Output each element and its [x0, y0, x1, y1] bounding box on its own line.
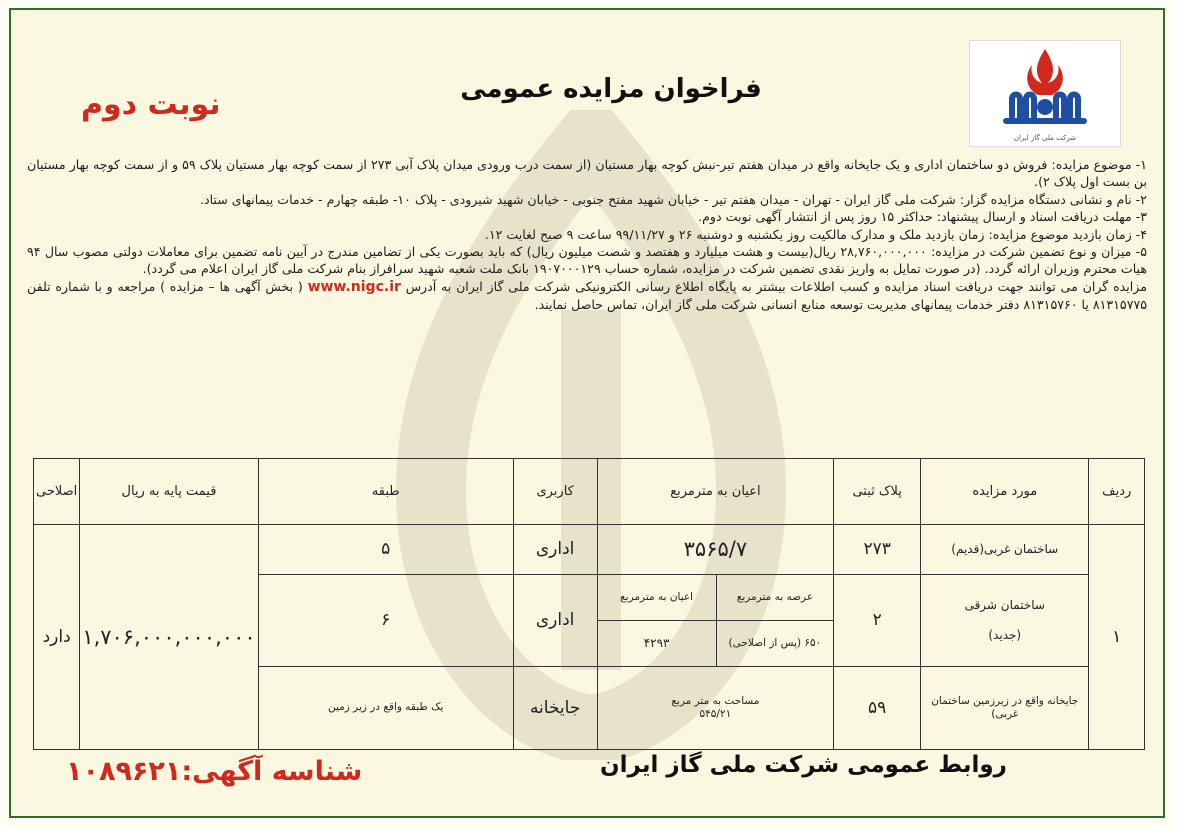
subject-west: ساختمان غربی(قدیم)	[921, 524, 1089, 574]
clause-guarantee: ۵- میزان و نوع تضمین شرکت در مزایده: ۲۸,۷۶۰,۰۰۰,۰۰۰ ریال(بیست و هشت میلیارد و هفتصد و شصت میلیون ریال) که باید بصورت یکی از تضامین مندرج در آیین نامه تضمین برای معاملات دولتی مصوب سال ۹۴ هیات محترم وزیران ارائه گردد. (در صورت تمایل به واریز نقدی تضمین شرکت در مزایده، شماره حساب ۱۹۰۷۰۰۰۱۲۹ بانک ملت شعبه شهید سرافراز بنام شرکت ملی گاز ایران اعلام می گردد).	[27, 244, 1147, 277]
notice-body	[27, 156, 1147, 314]
floor-west: ۵	[258, 524, 513, 574]
lot-value: ۶۵۰ (پس از اصلاحی)	[716, 620, 834, 666]
header-price: قیمت پایه به ریال	[80, 459, 258, 525]
area-west: ۳۵۶۵/۷	[597, 524, 834, 574]
subject-east-note: (جدید)	[988, 628, 1022, 643]
clause-visit: ۴- زمان بازدید موضوع مزایده: زمان بازدید ملک و مدارک مالکیت روز یکشنبه و دوشنبه ۲۶ و ۹۹/۱۱/۲۷ ساعت ۹ صبح لغایت ۱۲.	[484, 226, 1147, 242]
plate-west: ۲۷۳	[834, 524, 921, 574]
subject-east-name: ساختمان شرقی	[964, 598, 1045, 613]
round-label: نوبت دوم	[81, 87, 221, 122]
clause-subject: ۱- موضوع مزایده: فروش دو ساختمان اداری و یک جایخانه واقع در میدان هفتم تیر-نبش کوچه بهار مستیان (از سمت درب ورودی میدان پلاک آبی ۲۷۳ از سمت کوچه بهار مستیان پلاک ۵۹ و از سمت کوچه بهار مستیان بن بست اول پلاک ۲).	[27, 157, 1147, 190]
header-row-no: ردیف	[1089, 459, 1145, 525]
plate-storage: ۵۹	[834, 666, 921, 749]
floor-storage: یک طبقه واقع در زیر زمین	[258, 666, 513, 749]
auction-table	[33, 458, 1145, 750]
nigc-logo	[969, 40, 1121, 147]
area-storage	[597, 666, 834, 749]
floor-east: ۶	[258, 574, 513, 666]
plate-east: ۲	[834, 574, 921, 666]
building-value: ۴۲۹۳	[597, 620, 716, 666]
header-reform: اصلاحی	[34, 459, 80, 525]
logo-caption: شرکت ملی گاز ایران	[1013, 134, 1077, 142]
clause-contact	[27, 278, 1147, 314]
area-storage-label: مساحت به متر مربع	[671, 694, 760, 707]
signature: روابط عمومی شرکت ملی گاز ایران	[600, 752, 1007, 778]
usage-east: اداری	[513, 574, 597, 666]
header-plate: پلاک ثبتی	[834, 459, 921, 525]
table-row	[34, 524, 1145, 574]
subject-storage: جایخانه واقع در زیرزمین ساختمان غربی)	[921, 666, 1089, 749]
lot-label: عرصه به مترمربع	[716, 574, 834, 620]
building-label: اعیان به مترمربع	[597, 574, 716, 620]
contact-text-2: ( بخش آگهی ها – مزایده ) مراجعه و با شماره تلفن ۸۱۳۱۵۷۷۵ یا ۸۱۳۱۵۷۶۰ دفتر خدمات پیمانهای مدیریت توسعه منابع انسانی شرکت ملی گاز ایران، تماس حاصل نمایند.	[27, 278, 1147, 313]
area-storage-value: ۵۴۵/۲۱	[699, 707, 732, 720]
website-link[interactable]: www.nigc.ir	[307, 278, 401, 295]
contact-text: مزایده گران می توانند جهت دریافت اسناد مزایده و کسب اطلاعات بیشتر به پایگاه اطلاع رسانی الکترونیکی شرکت ملی گاز ایران به آدرس	[405, 278, 1147, 294]
usage-storage: جایخانه	[513, 666, 597, 749]
header-usage: کاربری	[513, 459, 597, 525]
flame-icon	[970, 41, 1120, 131]
ad-id-value: ۱۰۸۹۶۲۱	[66, 756, 182, 787]
header-area: اعیان به مترمربع	[597, 459, 834, 525]
header-floor: طبقه	[258, 459, 513, 525]
subject-east	[921, 574, 1089, 666]
usage-west: اداری	[513, 524, 597, 574]
reform-status: دارد	[34, 524, 80, 749]
clause-organizer: ۲- نام و نشانی دستگاه مزایده گزار: شرکت ملی گاز ایران - تهران - میدان هفتم تیر - خیابان شهید مفتح جنوبی - خیابان شهید شیرودی - پلاک ۱۰- طبقه چهارم - خدمات پیمانهای ستاد.	[199, 191, 1147, 207]
clause-deadline: ۳- مهلت دریافت اسناد و ارسال پیشنهاد: حداکثر ۱۵ روز پس از انتشار آگهی نوبت دوم.	[698, 209, 1147, 225]
ad-id-label: شناسه آگهی:	[181, 756, 363, 787]
ad-id	[66, 756, 362, 787]
table-header-row	[34, 459, 1145, 525]
base-price: ۱,۷۰۶,۰۰۰,۰۰۰,۰۰۰	[80, 524, 258, 749]
header-subject: مورد مزایده	[921, 459, 1089, 525]
notice-title: فراخوان مزایده عمومی	[460, 74, 762, 104]
row-number: ۱	[1089, 524, 1145, 749]
